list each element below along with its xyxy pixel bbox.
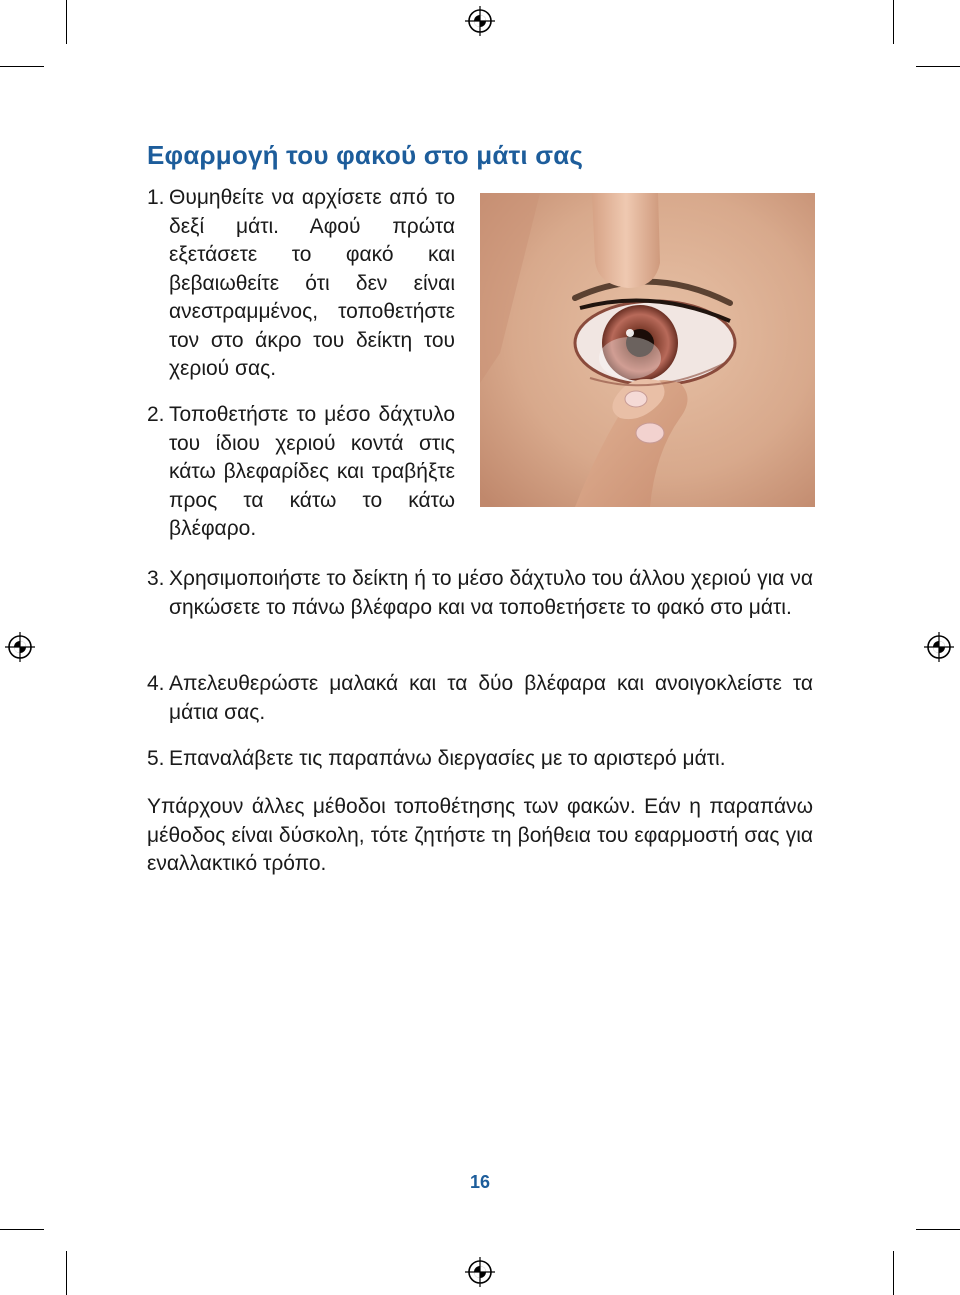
page-number: 16 xyxy=(469,1172,491,1192)
step-text: Χρησιμοποιήστε το δείκτη ή το μέσο δάχτυλο του άλλου χεριού για να σηκώσετε το πάνω βλέφαρο και να τοποθετήσετε το φακό στο μάτι. xyxy=(169,567,813,619)
step-number: 4. xyxy=(147,672,165,695)
step-number: 3. xyxy=(147,567,165,590)
registration-mark-icon xyxy=(924,632,954,662)
step-number: 1. xyxy=(147,186,165,209)
step-number: 2. xyxy=(147,403,165,426)
registration-mark-icon xyxy=(5,632,35,662)
step-text: Επαναλάβετε τις παραπάνω διεργασίες με το αριστερό μάτι. xyxy=(169,747,726,770)
crop-mark xyxy=(893,0,894,44)
registration-mark-icon xyxy=(465,1257,495,1287)
registration-mark-icon xyxy=(465,6,495,36)
crop-mark xyxy=(0,1229,44,1230)
eye-lens-insertion-photo xyxy=(480,193,815,507)
page-title: Εφαρμογή του φακού στο μάτι σας xyxy=(147,140,584,170)
step-2 xyxy=(147,401,455,544)
crop-mark xyxy=(66,1251,67,1295)
step-3 xyxy=(147,565,813,622)
crop-mark xyxy=(916,66,960,67)
step-5 xyxy=(147,745,813,774)
crop-mark xyxy=(916,1229,960,1230)
step-text: Απελευθερώστε μαλακά και τα δύο βλέφαρα και ανοιγοκλείστε τα μάτια σας. xyxy=(169,672,813,724)
step-4 xyxy=(147,670,813,727)
crop-mark xyxy=(0,66,44,67)
closing-paragraph: Υπάρχουν άλλες μέθοδοι τοποθέτησης των φακών. Εάν η παραπάνω μέθοδος είναι δύσκολη, τότε ζητήστε τη βοήθεια του εφαρμοστή σας για εναλλακτικό τρόπο. xyxy=(147,795,813,875)
crop-mark xyxy=(66,0,67,44)
crop-mark xyxy=(893,1251,894,1295)
step-text: Θυμηθείτε να αρχίσετε από το δεξί μάτι. Αφού πρώτα εξετάσετε το φακό και βεβαιωθείτε ότι δεν είναι ανεστραμμένος, τοποθετήστε τον στο άκρο του δείκτη του χεριού σας. xyxy=(169,186,455,380)
step-1 xyxy=(147,184,455,384)
step-text: Τοποθετήστε το μέσο δάχτυλο του ίδιου χεριού κοντά στις κάτω βλεφαρίδες και τραβήξτε προς τα κάτω το κάτω βλέφαρο. xyxy=(169,403,455,540)
step-number: 5. xyxy=(147,747,165,770)
